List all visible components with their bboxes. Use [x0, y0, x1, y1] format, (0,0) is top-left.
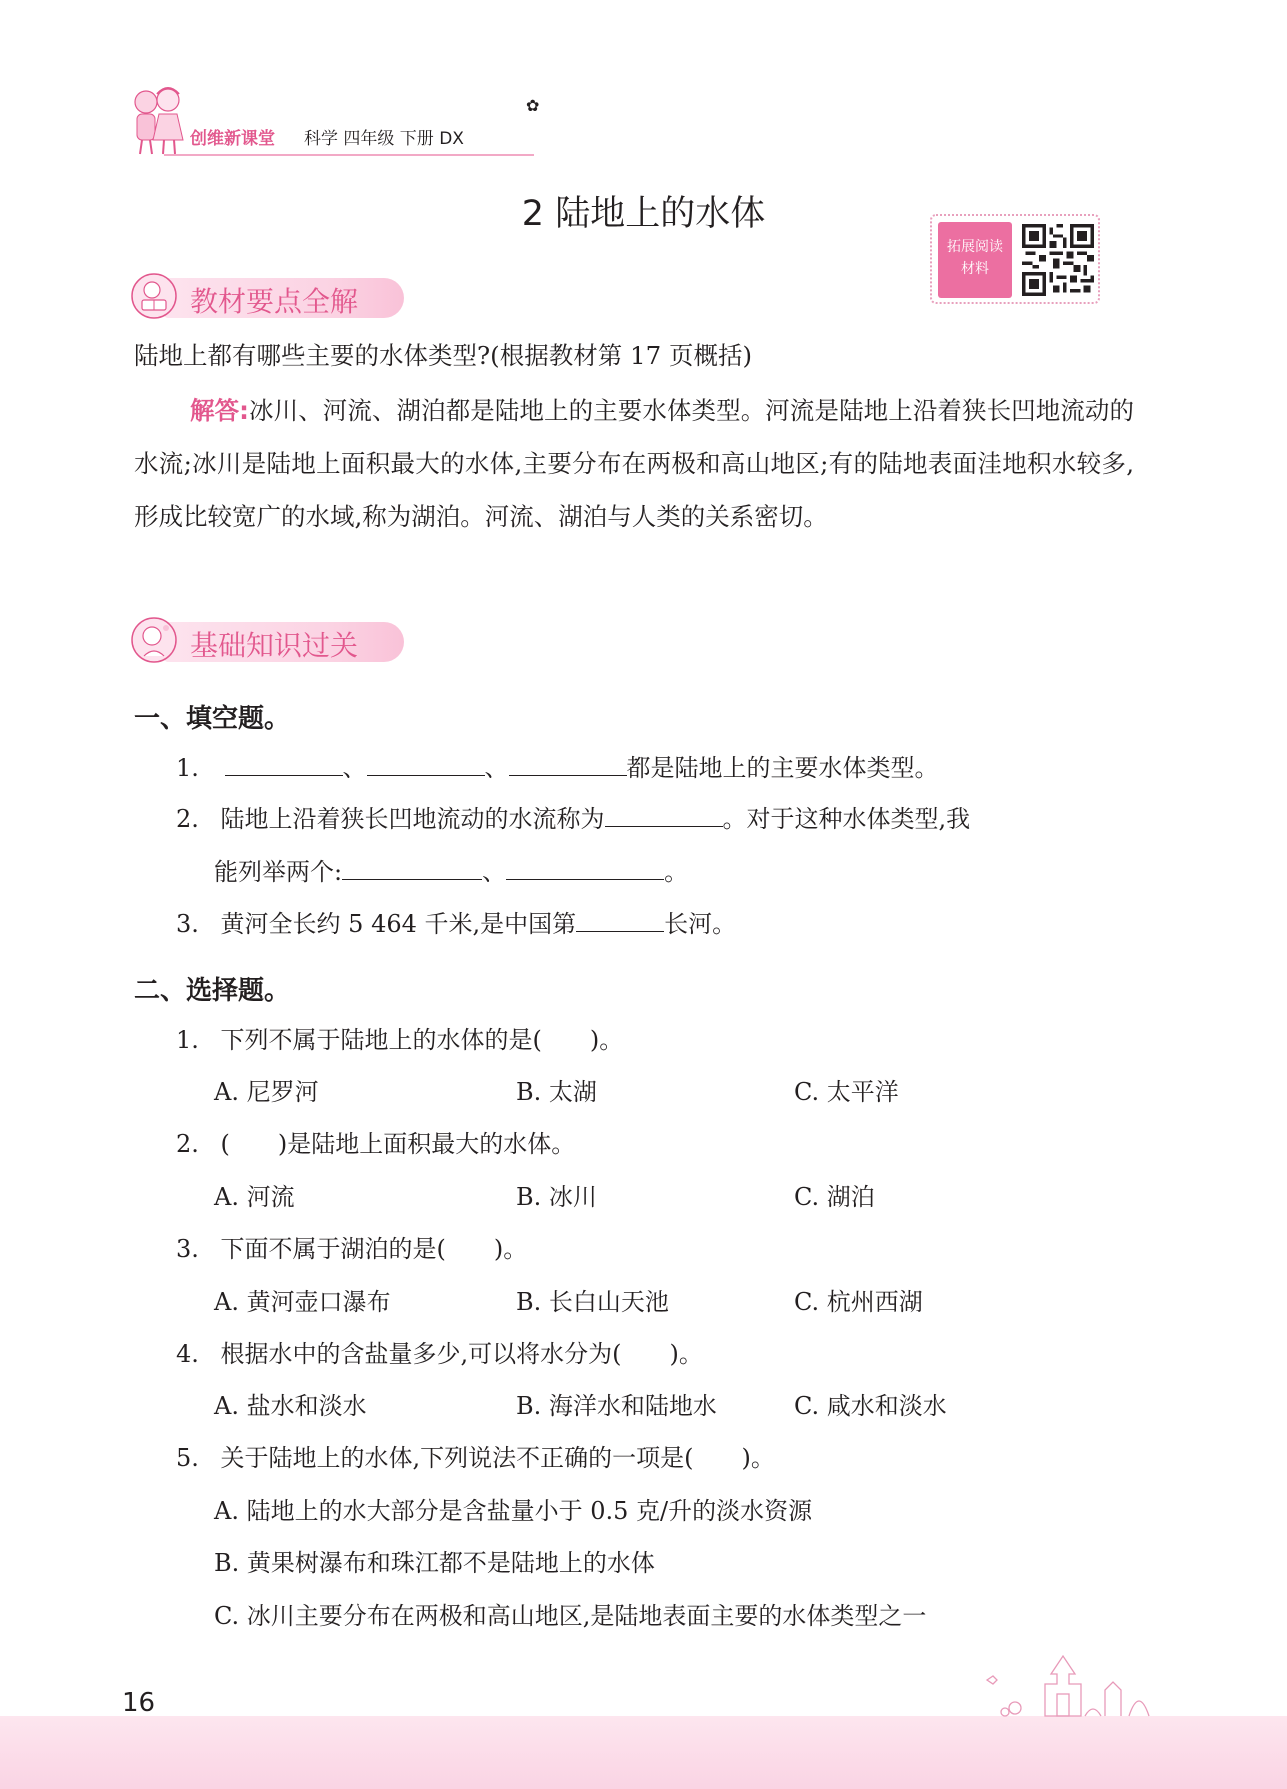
option-c[interactable]: C. 杭州西湖 [794, 1288, 923, 1316]
choice-question-5 [176, 1442, 775, 1474]
question-stem: 关于陆地上的水体,下列说法不正确的一项是( )。 [220, 1444, 775, 1472]
girl-thinking-icon [130, 616, 178, 664]
question-text: 陆地上沿着狭长凹地流动的水流称为 [220, 805, 605, 833]
choice-question-4 [176, 1338, 703, 1370]
answer-blank[interactable] [225, 752, 343, 776]
choice-heading: 二、选择题。 [134, 976, 291, 1006]
question-number: 2. [176, 1130, 199, 1158]
option-b[interactable]: B. 长白山天池 [516, 1288, 669, 1316]
answer-blank[interactable] [367, 752, 485, 776]
question-stem: 下列不属于陆地上的水体的是( )。 [220, 1026, 624, 1054]
question-text: 都是陆地上的主要水体类型。 [626, 754, 939, 782]
choice-question-3 [176, 1233, 527, 1265]
qr-tag [938, 222, 1012, 298]
key-question: 陆地上都有哪些主要的水体类型?(根据教材第 17 页概括) [134, 341, 753, 370]
question-number: 3. [176, 1235, 199, 1263]
section-title: 教材要点全解 [190, 285, 359, 318]
answer-text: 冰川、河流、湖泊都是陆地上的主要水体类型。河流是陆地上沿着狭长凹地流动的水流;冰川是陆地上面积最大的水体,主要分布在两极和高山地区;有的陆地表面洼地积水较多,形成比较宽广的水域,称为湖泊。河流、湖泊与人类的关系密切。 [134, 396, 1134, 531]
separator: 、 [482, 858, 507, 886]
qr-tag-line2: 材料 [961, 261, 989, 277]
answer-blank[interactable] [342, 856, 482, 880]
chapter-title: 2 陆地上的水体 [521, 194, 766, 234]
separator: 、 [484, 754, 509, 782]
qr-code-icon [1022, 224, 1094, 296]
option-a[interactable]: A. 黄河壶口瀑布 [214, 1288, 391, 1316]
fill-blank-heading: 一、填空题。 [134, 704, 291, 734]
question-stem: ( )是陆地上面积最大的水体。 [220, 1130, 576, 1158]
question-stem: 下面不属于湖泊的是( )。 [220, 1235, 528, 1263]
question-number: 3. [176, 910, 199, 938]
girl-reading-icon [130, 272, 178, 320]
answer-blank[interactable] [506, 856, 664, 880]
choice-question-1 [176, 1024, 623, 1056]
castle-doodle-icon [985, 1650, 1165, 1720]
question-number: 1. [176, 754, 199, 782]
option-c[interactable]: C. 太平洋 [794, 1078, 899, 1106]
fill-question-2-line2 [214, 856, 688, 888]
question-text: 黄河全长约 5 464 千米,是中国第 [220, 910, 577, 938]
option-a[interactable]: A. 河流 [214, 1183, 295, 1211]
fill-question-3 [176, 908, 736, 940]
option-a[interactable]: A. 尼罗河 [214, 1078, 319, 1106]
fill-question-2 [176, 803, 970, 835]
answer-blank[interactable] [605, 803, 723, 827]
section-title: 基础知识过关 [190, 629, 359, 662]
question-number: 4. [176, 1340, 199, 1368]
section-banner-basics [130, 614, 410, 666]
fill-question-1 [176, 752, 939, 784]
option-a[interactable]: A. 盐水和淡水 [214, 1392, 367, 1420]
option-b[interactable]: B. 冰川 [516, 1183, 597, 1211]
answer-blank[interactable] [576, 908, 664, 932]
option-c[interactable]: C. 冰川主要分布在两极和高山地区,是陆地表面主要的水体类型之一 [214, 1602, 927, 1630]
qr-extension-reading[interactable] [930, 214, 1100, 304]
separator: 、 [342, 754, 367, 782]
separator: 。 [664, 858, 689, 886]
page-header [128, 84, 508, 162]
option-b[interactable]: B. 黄果树瀑布和珠江都不是陆地上的水体 [214, 1549, 655, 1577]
kids-illustration-icon [128, 84, 186, 156]
answer-paragraph [134, 384, 1134, 543]
qr-tag-line1: 拓展阅读 [947, 239, 1003, 255]
footer-band [0, 1716, 1287, 1789]
answer-label: 解答: [190, 396, 249, 425]
option-c[interactable]: C. 湖泊 [794, 1183, 875, 1211]
question-text: 能列举两个: [214, 858, 343, 886]
question-text: 长河。 [664, 910, 737, 938]
book-subject: 科学 四年级 下册 DX [304, 129, 464, 149]
question-number: 2. [176, 805, 199, 833]
option-a[interactable]: A. 陆地上的水大部分是含盐量小于 0.5 克/升的淡水资源 [214, 1497, 813, 1525]
question-stem: 根据水中的含盐量多少,可以将水分为( )。 [220, 1340, 703, 1368]
header-divider [164, 154, 534, 156]
question-number: 5. [176, 1444, 199, 1472]
choice-question-2 [176, 1128, 575, 1160]
section-banner-key-points [130, 270, 410, 322]
option-c[interactable]: C. 咸水和淡水 [794, 1392, 947, 1420]
answer-blank[interactable] [509, 752, 627, 776]
sparkle-icon: ✿ [526, 96, 540, 115]
question-number: 1. [176, 1026, 199, 1054]
option-b[interactable]: B. 海洋水和陆地水 [516, 1392, 717, 1420]
option-b[interactable]: B. 太湖 [516, 1078, 597, 1106]
question-text: 。对于这种水体类型,我 [722, 805, 971, 833]
page-number: 16 [122, 1688, 156, 1718]
brand-name: 创维新课堂 [190, 129, 275, 149]
